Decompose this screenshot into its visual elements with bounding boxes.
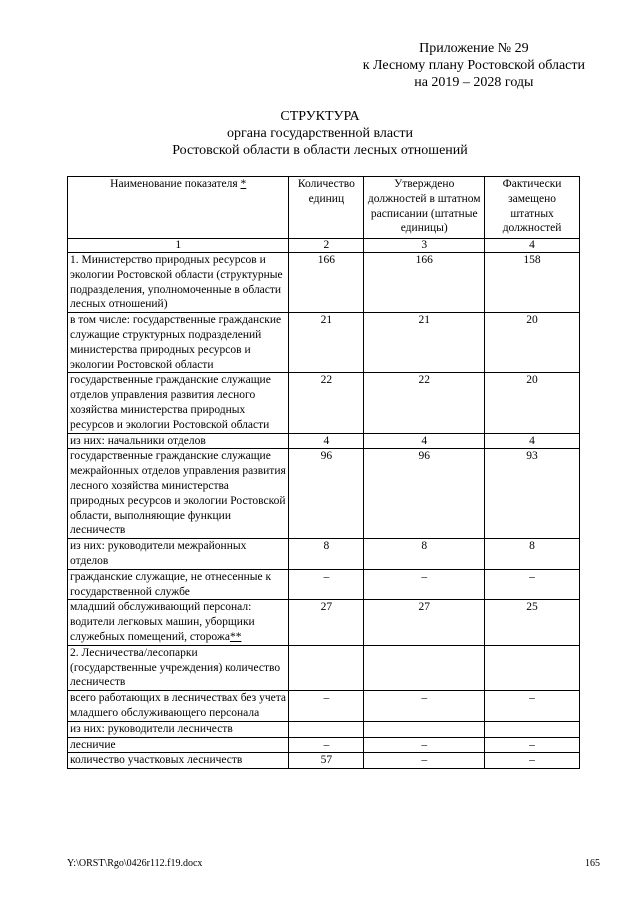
- row-approved: 8: [364, 539, 485, 570]
- table-row: [68, 373, 580, 433]
- row-actual: [485, 645, 580, 690]
- heading-line-2: органа государственной власти: [227, 126, 413, 141]
- appendix-line-1: Приложение № 29: [419, 41, 529, 56]
- column-index: 1: [68, 239, 289, 253]
- table-row: [68, 433, 580, 449]
- row-approved: 4: [364, 433, 485, 449]
- table-row: [68, 313, 580, 373]
- row-actual: [485, 721, 580, 737]
- row-name: из них: руководители лесничеств: [68, 721, 289, 737]
- row-approved: –: [364, 753, 485, 769]
- table-row: [68, 737, 580, 753]
- row-actual: 20: [485, 373, 580, 433]
- row-name: гражданские служащие, не отнесенные к государственной службе: [68, 569, 289, 600]
- row-actual: 93: [485, 449, 580, 539]
- row-count: –: [289, 569, 364, 600]
- row-name: всего работающих в лесничествах без учета младшего обслуживающего персонала: [68, 691, 289, 722]
- table-header-row: [68, 177, 580, 239]
- row-name: государственные гражданские служащие межрайонных отделов управления развития лесного хозяйства министерства природных ресурсов и экологии Ростовской области, выполняющие функции лесничеств: [68, 449, 289, 539]
- footnote-mark: **: [229, 630, 242, 643]
- row-approved: 21: [364, 313, 485, 373]
- row-approved: 96: [364, 449, 485, 539]
- row-count: [289, 721, 364, 737]
- row-approved: 22: [364, 373, 485, 433]
- header-count: Количество единиц: [289, 177, 364, 239]
- heading-line-3: Ростовской области в области лесных отношений: [172, 143, 468, 158]
- table-row: [68, 600, 580, 645]
- row-name: количество участковых лесничеств: [68, 753, 289, 769]
- row-actual: 8: [485, 539, 580, 570]
- row-actual: 25: [485, 600, 580, 645]
- table-row: [68, 569, 580, 600]
- row-name: лесничие: [68, 737, 289, 753]
- column-index: 4: [485, 239, 580, 253]
- document-heading: [0, 108, 640, 159]
- appendix-block: [363, 40, 585, 91]
- column-index: 2: [289, 239, 364, 253]
- row-count: 96: [289, 449, 364, 539]
- row-approved: –: [364, 569, 485, 600]
- row-actual: –: [485, 737, 580, 753]
- footnote-mark: *: [240, 178, 247, 190]
- table-row: [68, 253, 580, 313]
- row-name: в том числе: государственные гражданские служащие структурных подразделений министерства природных ресурсов и экологии Ростовской области: [68, 313, 289, 373]
- row-count: 57: [289, 753, 364, 769]
- row-count: 27: [289, 600, 364, 645]
- row-name: 2. Лесничества/лесопарки (государственные учреждения) количество лесничеств: [68, 645, 289, 690]
- header-actual: Фактически замещено штатных должностей: [485, 177, 580, 239]
- row-approved: [364, 721, 485, 737]
- table-row: [68, 691, 580, 722]
- row-count: [289, 645, 364, 690]
- row-actual: 4: [485, 433, 580, 449]
- row-actual: –: [485, 691, 580, 722]
- row-count: 4: [289, 433, 364, 449]
- row-actual: –: [485, 753, 580, 769]
- row-name: из них: руководители межрайонных отделов: [68, 539, 289, 570]
- table-row: [68, 721, 580, 737]
- table-row: [68, 449, 580, 539]
- table-row: [68, 753, 580, 769]
- appendix-line-2: к Лесному плану Ростовской области: [362, 58, 585, 73]
- row-name: младший обслуживающий персонал: водители легковых машин, уборщики служебных помещений, сторожа**: [68, 600, 289, 645]
- column-index-row: [68, 239, 580, 253]
- row-count: 21: [289, 313, 364, 373]
- row-count: 22: [289, 373, 364, 433]
- row-count: 8: [289, 539, 364, 570]
- row-approved: –: [364, 691, 485, 722]
- file-path: Y:\ORST\Rgo\0426r112.f19.docx: [67, 858, 203, 869]
- row-actual: –: [485, 569, 580, 600]
- appendix-line-3: на 2019 – 2028 годы: [414, 75, 534, 90]
- structure-table: [67, 176, 580, 769]
- table-row: [68, 645, 580, 690]
- row-count: –: [289, 691, 364, 722]
- column-index: 3: [364, 239, 485, 253]
- row-actual: 20: [485, 313, 580, 373]
- row-approved: 27: [364, 600, 485, 645]
- row-name: 1. Министерство природных ресурсов и экологии Ростовской области (структурные подразделения, уполномоченные в области лесных отношений): [68, 253, 289, 313]
- row-count: –: [289, 737, 364, 753]
- row-actual: 158: [485, 253, 580, 313]
- row-approved: 166: [364, 253, 485, 313]
- page-number: 165: [585, 858, 600, 869]
- heading-title: СТРУКТУРА: [280, 109, 360, 124]
- row-approved: –: [364, 737, 485, 753]
- header-name: Наименование показателя *: [68, 177, 289, 239]
- table-row: [68, 539, 580, 570]
- row-count: 166: [289, 253, 364, 313]
- header-approved: Утверждено должностей в штатном расписании (штатные единицы): [364, 177, 485, 239]
- row-name: из них: начальники отделов: [68, 433, 289, 449]
- row-name: государственные гражданские служащие отделов управления развития лесного хозяйства министерства природных ресурсов и экологии Ростовской области: [68, 373, 289, 433]
- row-approved: [364, 645, 485, 690]
